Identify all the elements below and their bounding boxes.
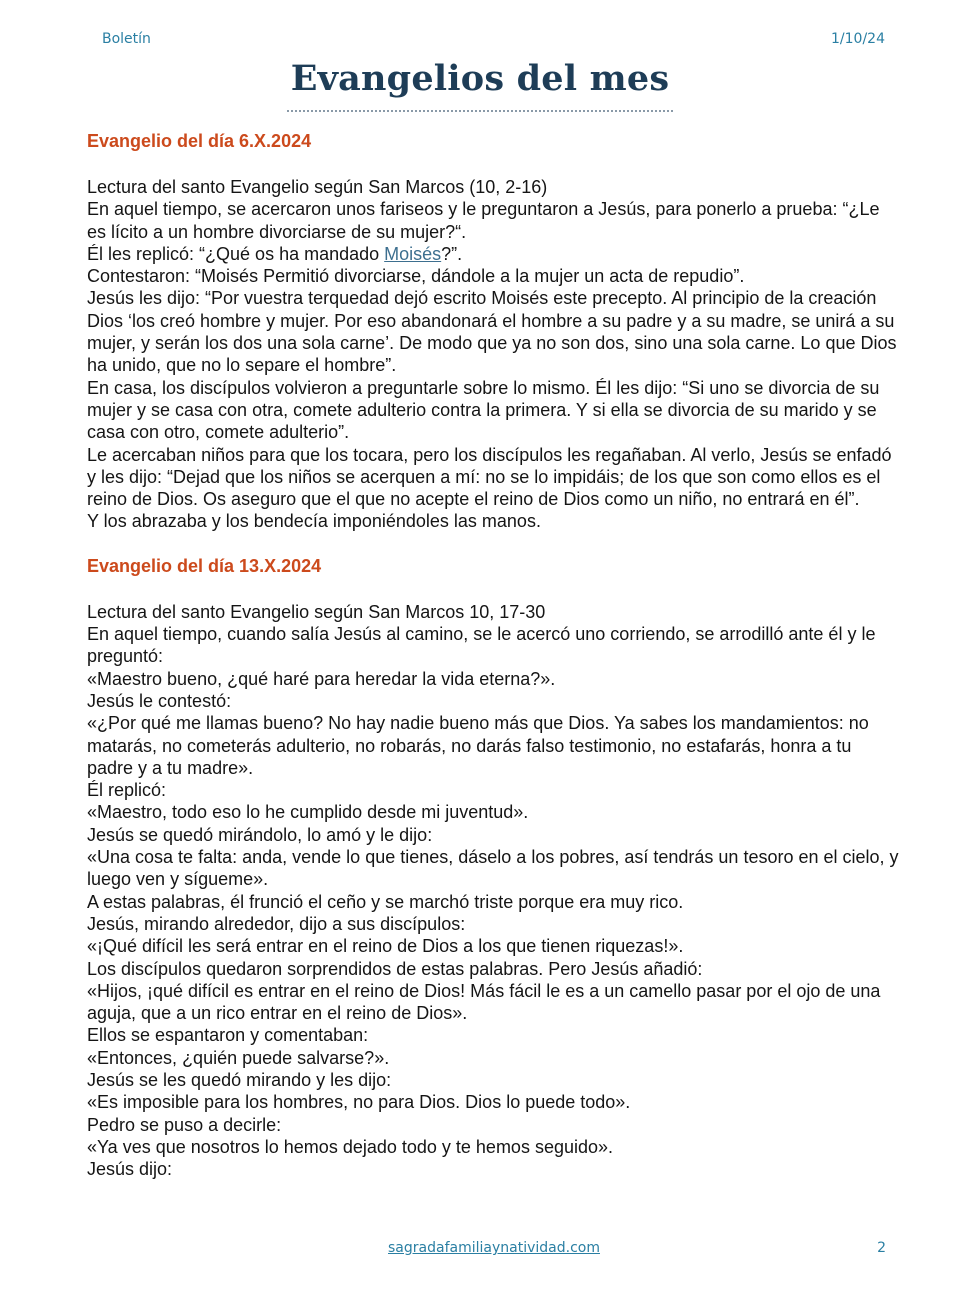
header-label: Boletín: [102, 31, 151, 47]
paragraph-text: Él les replicó: “¿Qué os ha mandado: [87, 243, 385, 264]
heading-spacer: [87, 152, 899, 176]
gospel-paragraph: «Una cosa te falta: anda, vende lo que tienes, dáselo a los pobres, así tendrás un tesoro en el cielo, y luego ven y sígueme».: [87, 847, 899, 890]
gospel-paragraph: Jesús le contestó:: [87, 690, 232, 711]
gospel-paragraph: En aquel tiempo, se acercaron unos fariseos y le preguntaron a Jesús, para ponerlo a prueba: “¿Le es lícito a un hombre divorciarse de su mujer?“.: [87, 199, 880, 242]
gospel-paragraph: Jesús se quedó mirándolo, lo amó y le dijo:: [87, 824, 433, 845]
gospel-paragraph: «Entonces, ¿quién puede salvarse?».: [87, 1047, 390, 1068]
gospel-paragraph: Jesús se les quedó mirando y les dijo:: [87, 1069, 392, 1090]
gospel-paragraph: Pedro se puso a decirle:: [87, 1114, 282, 1135]
gospel-paragraph: Jesús, mirando alrededor, dijo a sus discípulos:: [87, 913, 466, 934]
moises-link[interactable]: Moisés: [384, 243, 442, 264]
header-date: 1/10/24: [831, 31, 885, 47]
gospel-paragraph: «Es imposible para los hombres, no para Dios. Dios lo puede todo».: [87, 1092, 631, 1113]
gospel-paragraph: Lectura del santo Evangelio según San Marcos 10, 17-30: [87, 601, 546, 622]
page-number: 2: [877, 1240, 886, 1256]
title-divider: [287, 110, 673, 112]
gospel-paragraph: A estas palabras, él frunció el ceño y se marchó triste porque era muy rico.: [87, 891, 684, 912]
gospel-paragraph: Los discípulos quedaron sorprendidos de estas palabras. Pero Jesús añadió:: [87, 958, 703, 979]
gospel-paragraph: Y los abrazaba y los bendecía imponiéndoles las manos.: [87, 511, 541, 532]
heading-spacer: [87, 577, 899, 601]
paragraph-text: ?”.: [441, 243, 463, 264]
gospel-paragraph: En casa, los discípulos volvieron a preguntarle sobre lo mismo. Él les dijo: “Si uno se divorcia de su mujer y se casa con otra, comete adulterio contra la primera. Y si ella se divorcia de su marido y se casa con otro, comete adulterio”.: [87, 377, 880, 443]
gospel-paragraph: En aquel tiempo, cuando salía Jesús al camino, se le acercó uno corriendo, se arrodilló ante él y le preguntó:: [87, 624, 876, 667]
gospel-paragraph: «Ya ves que nosotros lo hemos dejado todo y te hemos seguido».: [87, 1136, 614, 1157]
gospel-paragraph: Ellos se espantaron y comentaban:: [87, 1025, 369, 1046]
gospel-paragraph: Jesús dijo:: [87, 1159, 173, 1180]
footer-website-link[interactable]: sagradafamiliaynatividad.com: [388, 1240, 600, 1256]
gospel-paragraph: [87, 243, 899, 265]
gospel-paragraph: «Maestro bueno, ¿qué haré para heredar la vida eterna?».: [87, 668, 556, 689]
section-spacer: [87, 533, 899, 555]
gospel-paragraph: Jesús les dijo: “Por vuestra terquedad dejó escrito Moisés este precepto. Al principio de la creación Dios ‘los creó hombre y mujer. Por eso abandonará el hombre a su padre y a su madre, se unirá a su mujer, y serán los dos una sola carne’. De modo que ya no son dos, sino una sola carne. Lo que Dios ha unido, que no lo separe el hombre”.: [87, 288, 897, 376]
gospel-paragraph: Contestaron: “Moisés Permitió divorciarse, dándole a la mujer un acta de repudio”.: [87, 266, 745, 287]
gospel-paragraph: «Hijos, ¡qué difícil es entrar en el reino de Dios! Más fácil le es a un camello pasar por el ojo de una aguja, que a un rico entrar en el reino de Dios».: [87, 980, 881, 1024]
gospel-heading: Evangelio del día 13.X.2024: [87, 555, 322, 576]
gospel-heading: Evangelio del día 6.X.2024: [87, 131, 312, 151]
gospel-paragraph: «¿Por qué me llamas bueno? No hay nadie bueno más que Dios. Ya sabes los mandamientos: no matarás, no cometerás adulterio, no robarás, no darás falso testimonio, no estafarás, honra a tu padre y a tu madre».: [87, 713, 869, 778]
gospel-paragraph: Le acercaban niños para que los tocara, pero los discípulos les regañaban. Al verlo, Jesús se enfadó y les dijo: “Dejad que los niños se acerquen a mí: no se lo impidáis; de los que son como ellos es el reino de Dios. Os aseguro que el que no acepte el reino de Dios como un niño, no entrará en él”.: [87, 444, 892, 510]
gospel-paragraph: Lectura del santo Evangelio según San Marcos (10, 2-16): [87, 177, 548, 197]
page-title: Evangelios del mes: [290, 58, 670, 99]
gospel-content: [87, 130, 899, 1180]
gospel-paragraph: «¡Qué difícil les será entrar en el reino de Dios a los que tienen riquezas!».: [87, 936, 684, 957]
gospel-paragraph: «Maestro, todo eso lo he cumplido desde mi juventud».: [87, 802, 529, 823]
gospel-paragraph: Él replicó:: [87, 780, 167, 801]
